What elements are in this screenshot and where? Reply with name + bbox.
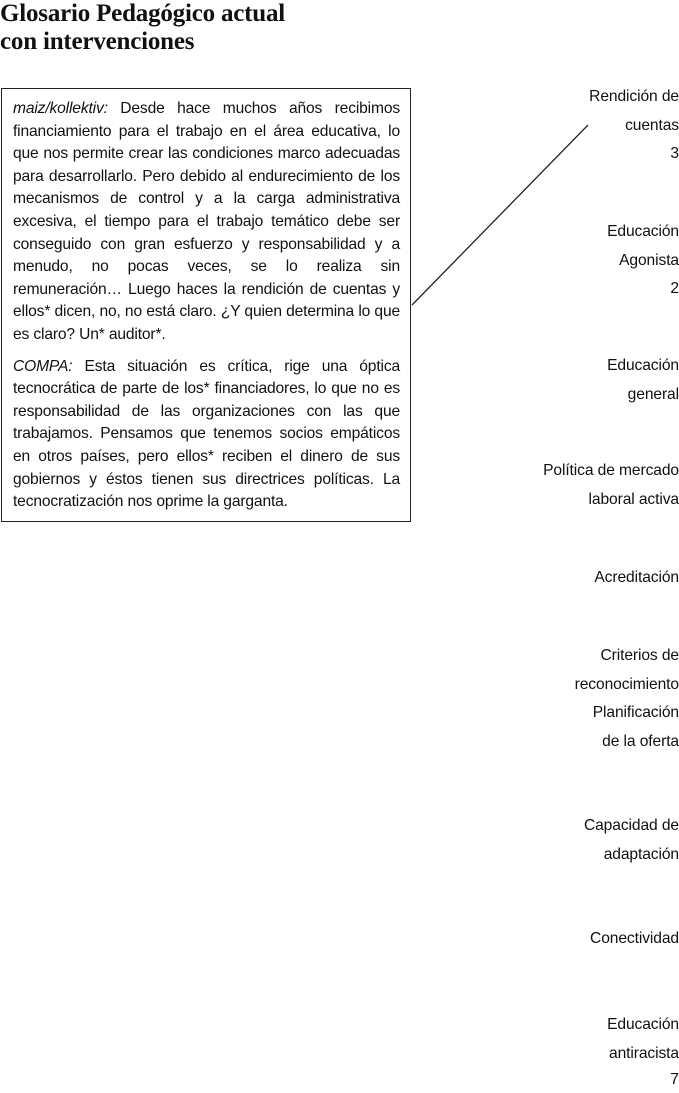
margin-term-educacion-antiracista[interactable]: Educación antiracista — [607, 1016, 679, 1062]
margin-term-educacion-agonista[interactable]: Educación Agonista 2 — [607, 223, 679, 297]
page-title — [0, 0, 285, 56]
margin-term-conectividad[interactable]: Conectividad — [590, 930, 679, 947]
margin-term-educacion-general[interactable]: Educación general — [607, 357, 679, 403]
page-number: 7 — [670, 1071, 679, 1088]
margin-term-capacidad-de-adaptacion[interactable]: Capacidad de adaptación — [583, 817, 679, 863]
margin-term-politica-de-mercado[interactable]: Política de mercado laboral activa — [543, 462, 679, 508]
page-title-line-1: Glosario Pedagógico actual — [0, 0, 286, 27]
quote-paragraph-maiz — [13, 98, 400, 347]
speaker-compa: COMPA: — [13, 357, 73, 375]
margin-term-criterios-de-reconocimiento[interactable]: Criterios de reconocimiento Planificación de la oferta — [574, 647, 679, 750]
margin-term-acreditacion[interactable]: Acreditación — [594, 569, 679, 586]
page-title-line-2: con intervenciones — [0, 28, 195, 55]
speaker-maiz: maiz/kollektiv: — [13, 100, 108, 117]
quote-text-compa: Esta situación es crítica, rige una óptica tecnocrática de parte de los* financiadores, lo que no es responsabilidad de las organizaciones con las que trabajamos. Pensamos que tenemos socios empáticos en otros países, pero ellos* reciben el dinero de sus gobiernos y éstos tienen sus directrices políticas. La tecnocratización nos oprime la garganta. — [13, 357, 400, 511]
quote-paragraph-compa — [13, 356, 400, 514]
quote-box — [1, 88, 411, 522]
quote-text-maiz: Desde hace muchos años recibimos financiamiento para el trabajo en el área educativa, lo que nos permite crear las condiciones marco adecuadas para desarrollarlo. Pero debido al endurecimiento de los mecanismos de control y a la carga administrativa excesiva, el tiempo para el trabajo temático debe ser conseguido con gran esfuerzo y responsabilidad y a menudo, no pocas veces, se lo realiza sin remuneración… Luego haces la rendición de cuentas y ellos* dicen, no, no está claro. ¿Y quien determina lo que es claro? Un* auditor*. — [13, 100, 401, 343]
margin-term-rendicion-de-cuentas[interactable]: Rendición de cuentas 3 — [589, 88, 679, 162]
